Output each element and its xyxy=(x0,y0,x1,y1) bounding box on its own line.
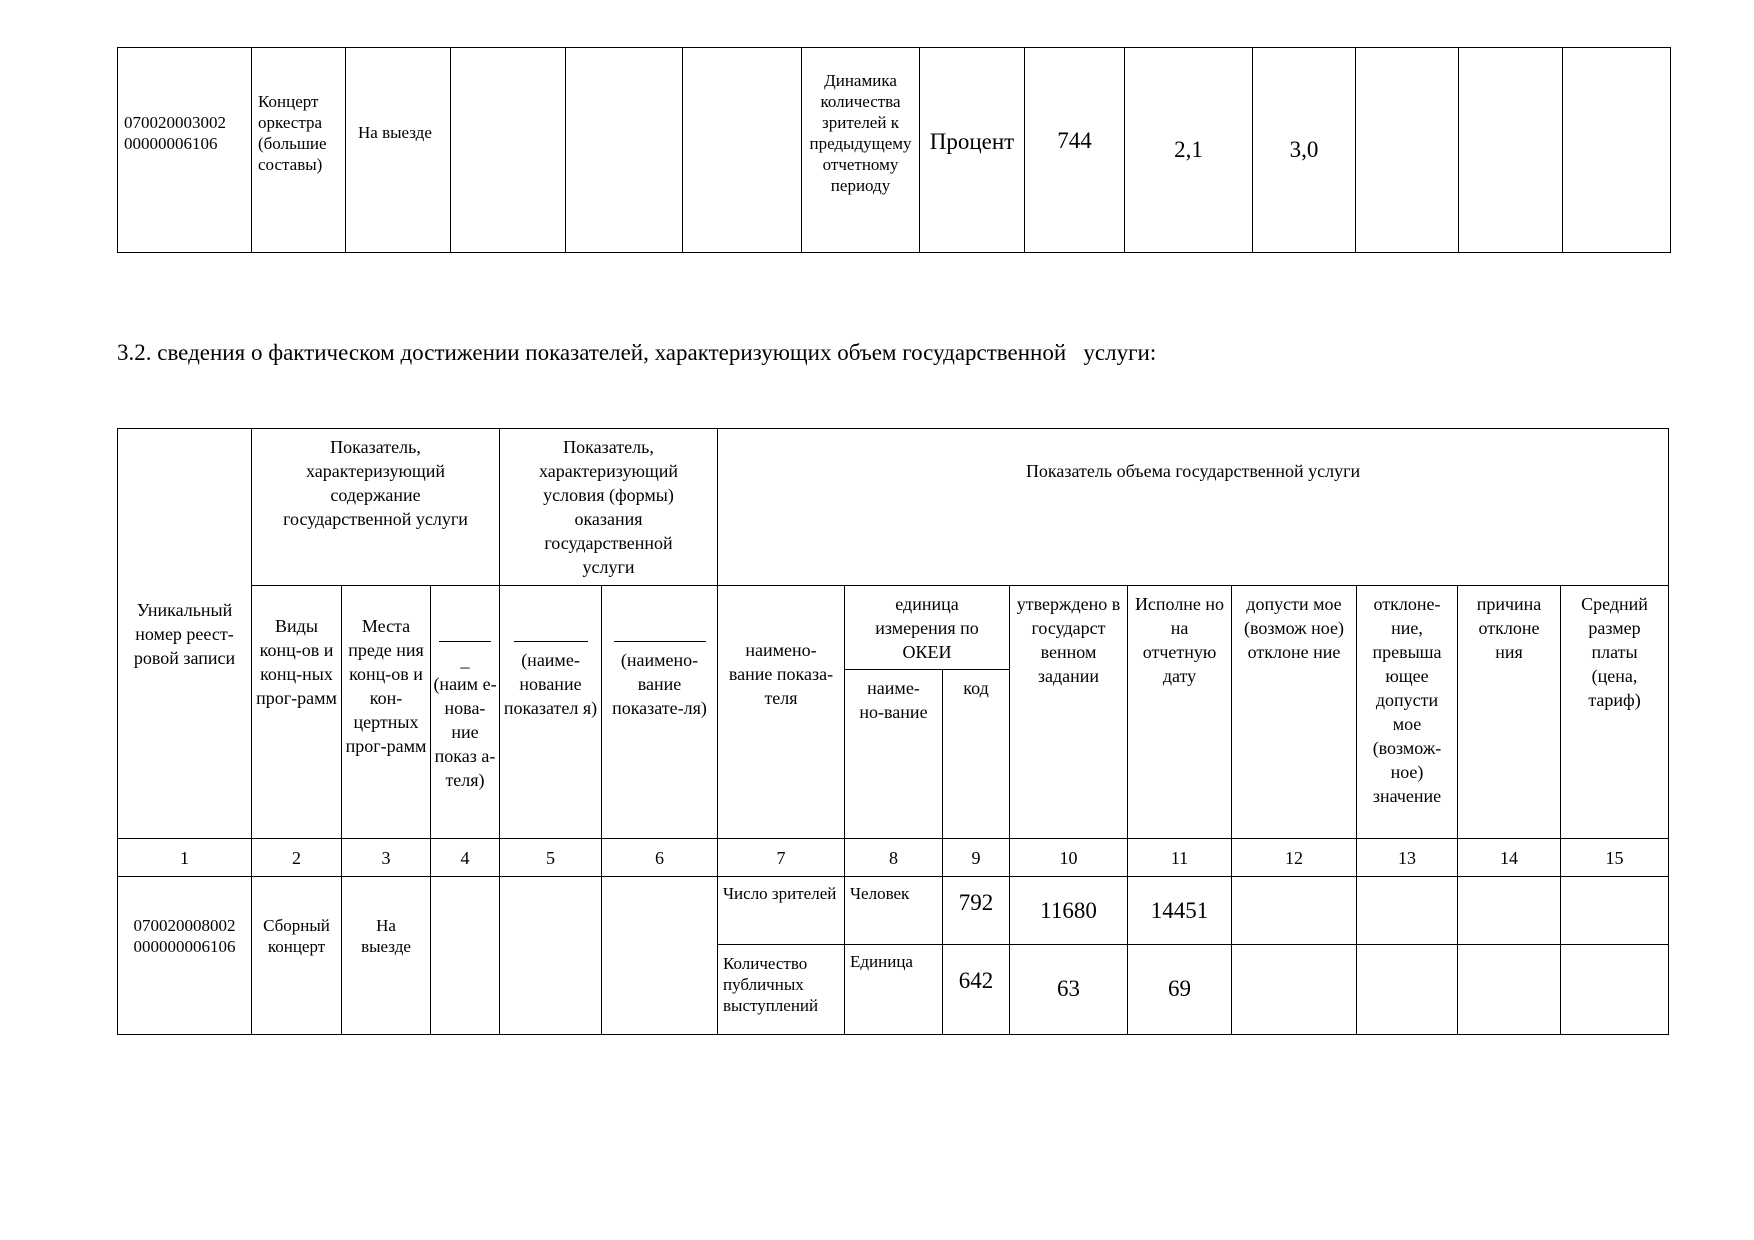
header-approved: утверждено в государст венном задании xyxy=(1010,586,1128,839)
table-volume-indicators xyxy=(117,428,1669,1035)
column-number: 4 xyxy=(431,839,500,877)
actual-cell: 3,0 xyxy=(1253,48,1356,253)
header-volume-indicator: Показатель объема государственной услуги xyxy=(718,429,1669,586)
header-col6: (наимено-вание показате-ля) xyxy=(602,586,718,839)
code-cell: 744 xyxy=(1025,48,1125,253)
executed-cell: 14451 xyxy=(1128,877,1232,945)
empty-cell xyxy=(1459,48,1563,253)
table-previous-section xyxy=(117,47,1671,253)
empty-cell xyxy=(1561,877,1669,945)
empty-cell xyxy=(500,877,602,1035)
service-cell: Концерт оркестра (большие составы) xyxy=(252,48,346,253)
column-number: 2 xyxy=(252,839,342,877)
header-conditions-indicator: Показатель, характеризующий условия (формы) оказания государственной услуги xyxy=(500,429,718,586)
empty-cell xyxy=(1357,877,1458,945)
empty-cell xyxy=(1563,48,1671,253)
table-row xyxy=(118,48,1671,253)
empty-cell xyxy=(451,48,566,253)
empty-cell xyxy=(1357,945,1458,1035)
empty-cell xyxy=(1458,945,1561,1035)
header-places: Места преде ния конц-ов и кон-цертных прог-рамм xyxy=(342,586,431,839)
blank-underline xyxy=(614,627,706,642)
code-cell: 792 xyxy=(943,877,1010,945)
indicator-cell: Число зрителей xyxy=(718,877,845,945)
approved-cell: 63 xyxy=(1010,945,1128,1035)
empty-cell xyxy=(1232,877,1357,945)
column-number: 10 xyxy=(1010,839,1128,877)
place-cell: На выезде xyxy=(346,48,451,253)
approved-cell: 11680 xyxy=(1010,877,1128,945)
header-col4: _ (наим е-нова-ние показ а-теля) xyxy=(431,586,500,839)
column-number: 3 xyxy=(342,839,431,877)
column-number: 11 xyxy=(1128,839,1232,877)
header-kinds: Виды конц-ов и конц-ных прог-рамм xyxy=(252,586,342,839)
registry-number-cell: 070020003002 00000006106 xyxy=(118,48,252,253)
blank-underline xyxy=(514,627,588,642)
kind-cell: Сборный концерт xyxy=(252,877,342,1035)
empty-cell xyxy=(431,877,500,1035)
header-reason: причина отклоне ния xyxy=(1458,586,1561,839)
indicator-cell: Количество публичных выступлений xyxy=(718,945,845,1035)
column-number: 6 xyxy=(602,839,718,877)
place-cell: На выезде xyxy=(342,877,431,1035)
column-number: 9 xyxy=(943,839,1010,877)
header-unique-number: Уникальный номер реест-ровой записи xyxy=(118,429,252,839)
column-number: 14 xyxy=(1458,839,1561,877)
unit-cell: Единица xyxy=(845,945,943,1035)
code-cell: 642 xyxy=(943,945,1010,1035)
header-col5: (наиме-нование показател я) xyxy=(500,586,602,839)
header-row xyxy=(118,586,1669,670)
approved-cell: 2,1 xyxy=(1125,48,1253,253)
section-heading: 3.2. сведения о фактическом достижении показателей, характеризующих объем государственной услуги: xyxy=(117,340,1157,365)
header-avg-fee: Средний размер платы (цена, тариф) xyxy=(1561,586,1669,839)
header-content-indicator: Показатель, характеризующий содержание государственной услуги xyxy=(252,429,500,586)
header-executed: Исполне но на отчетную дату xyxy=(1128,586,1232,839)
unit-cell: Человек xyxy=(845,877,943,945)
header-unit-okei: единица измерения по ОКЕИ xyxy=(845,586,1010,670)
unit-cell: Процент xyxy=(920,48,1025,253)
column-number: 1 xyxy=(118,839,252,877)
column-number: 5 xyxy=(500,839,602,877)
header-exceeding-deviation: отклоне-ние, превыша ющее допусти мое (возмож-ное) значение xyxy=(1357,586,1458,839)
empty-cell xyxy=(566,48,683,253)
empty-cell xyxy=(683,48,802,253)
empty-cell xyxy=(602,877,718,1035)
header-allowed-deviation: допусти мое (возмож ное) отклоне ние xyxy=(1232,586,1357,839)
header-row xyxy=(118,429,1669,586)
indicator-cell: Динамика количества зрителей к предыдущему отчетному периоду xyxy=(802,48,920,253)
empty-cell xyxy=(1232,945,1357,1035)
header-unit-name: наиме-но-вание xyxy=(845,670,943,839)
executed-cell: 69 xyxy=(1128,945,1232,1035)
blank-underline xyxy=(439,627,491,642)
empty-cell xyxy=(1356,48,1459,253)
column-number: 8 xyxy=(845,839,943,877)
column-numbers-row xyxy=(118,839,1669,877)
column-number: 12 xyxy=(1232,839,1357,877)
empty-cell xyxy=(1561,945,1669,1035)
column-number: 7 xyxy=(718,839,845,877)
table-row xyxy=(118,877,1669,945)
registry-number-cell: 070020008002 000000006106 xyxy=(118,877,252,1035)
column-number: 13 xyxy=(1357,839,1458,877)
empty-cell xyxy=(1458,877,1561,945)
column-number: 15 xyxy=(1561,839,1669,877)
header-unit-code: код xyxy=(943,670,1010,839)
header-indicator-name: наимено-вание показа-теля xyxy=(718,586,845,839)
